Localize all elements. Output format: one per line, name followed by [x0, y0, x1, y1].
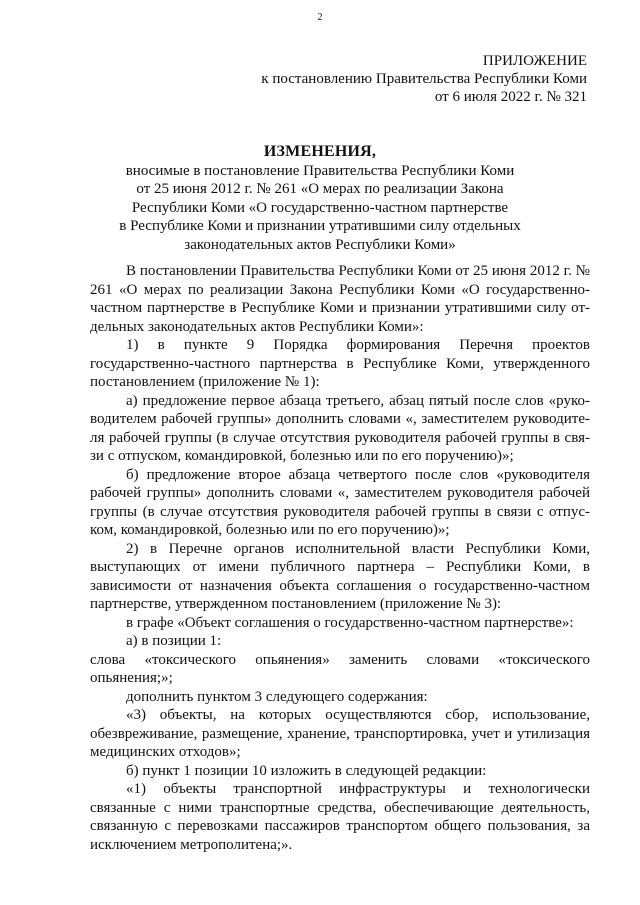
body-paragraph: «3) объекты, на которых осуществляются сбор, использование, обезвреживание, размещение, хранение, транспортировка, учет и утилизация медицинских отходов»;	[90, 707, 590, 760]
body-paragraph: 2) в Перечне органов исполнительной власти Республики Коми, выступающих от имени публичного партнера – Республики Коми, в зависимости от назначения объекта соглашения о государственно-частном партнерстве, утвержденном постановлением (приложение № 3):	[90, 540, 590, 612]
body-paragraph: б) пункт 1 позиции 10 изложить в следующей редакции:	[126, 762, 487, 779]
page-number: 2	[317, 12, 323, 23]
appendix-line-2: от 6 июля 2022 г. № 321	[434, 89, 587, 105]
body-paragraph: дополнить пунктом 3 следующего содержания:	[126, 688, 428, 705]
appendix-header	[261, 52, 587, 106]
body-paragraph: а) предложение первое абзаца третьего, абзац пятый после слов «руко-водителем рабочей группы» дополнить словами «, заместителем руководите-ля рабочей группы (в случае отсутствия руководителя рабочей группы в свя-зи с отпуском, командировкой, болезнью или по его поручению)»;	[90, 392, 590, 464]
heading-line: в Республике Коми и признании утратившими силу отдельных	[119, 218, 521, 234]
body-paragraph: в графе «Объект соглашения о государственно-частном партнерстве»:	[126, 614, 574, 631]
appendix-title: ПРИЛОЖЕНИЕ	[482, 53, 587, 69]
heading-line: вносимые в постановление Правительства Республики Коми	[125, 162, 515, 179]
body-paragraph: В постановлении Правительства Республики Коми от 25 июня 2012 г. № 261 «О мерах по реализации Закона Республики Коми «О государственно-частном партнерстве в Республике Коми и признании утратившими силу от-дельных законодательных актов Республики Коми»:	[90, 263, 590, 335]
body-paragraph: слова «токсического опьянения» заменить словами «токсического опьянения;»;	[90, 651, 590, 686]
heading-line: законодательных актов Республики Коми»	[184, 236, 456, 253]
document-title: ИЗМЕНЕНИЯ,	[263, 143, 377, 160]
document-heading	[0, 143, 640, 254]
body-paragraph: «1) объекты транспортной инфраструктуры и технологически связанные с ними транспортные средства, обеспечивающие деятельность, связанную с перевозками пассажиров транспортом общего пользования, за исключением метрополитена;».	[90, 781, 590, 853]
appendix-line-1: к постановлению Правительства Республики Коми	[261, 71, 587, 87]
document-body	[90, 262, 590, 854]
body-paragraph: б) предложение второе абзаца четвертого после слов «руководителя рабочей группы» дополнить словами «, заместителем руководителя рабочей группы (в случае отсутствия руководителя рабочей группы в связи с отпус-ком, командировкой, болезнью или по его поручению)»;	[90, 466, 590, 538]
heading-line: от 25 июня 2012 г. № 261 «О мерах по реализации Закона	[136, 181, 504, 197]
heading-line: Республики Коми «О государственно-частном партнерстве	[131, 199, 509, 216]
body-paragraph: 1) в пункте 9 Порядка формирования Перечня проектов государственно-частного партнерства в Республике Коми, утвержденного постановлением (приложение № 1):	[90, 337, 590, 390]
body-paragraph: а) в позиции 1:	[126, 633, 222, 649]
